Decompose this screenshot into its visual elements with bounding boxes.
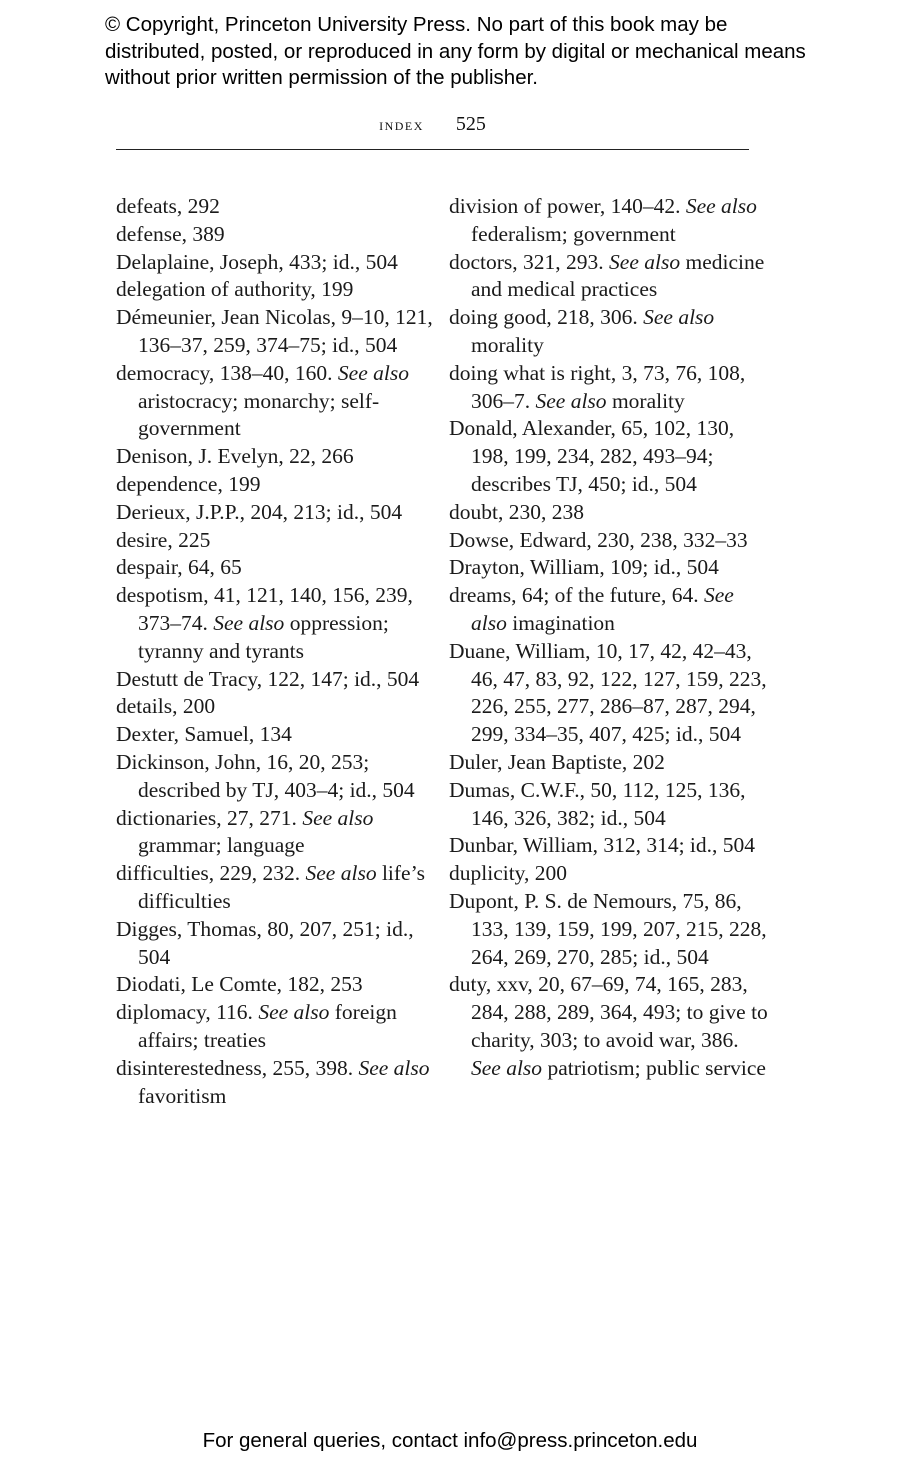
index-entry: Drayton, William, 109; id., 504	[449, 555, 719, 580]
index-entry: Duler, Jean Baptiste, 202	[449, 749, 665, 774]
index-entry: disinterestedness, 255, 398. See also favoritism	[116, 1055, 430, 1108]
index-column-right	[449, 193, 769, 1083]
index-entry: defense, 389	[116, 221, 225, 246]
index-entry: Delaplaine, Joseph, 433; id., 504	[116, 249, 398, 274]
index-entry: Digges, Thomas, 80, 207, 251; id., 504	[116, 916, 414, 969]
index-entry: dreams, 64; of the future, 64. See also imagination	[449, 583, 734, 635]
index-entry: Démeunier, Jean Nicolas, 9–10, 121, 136–37, 259, 374–75; id., 504	[116, 305, 433, 357]
index-entry: division of power, 140–42. See also federalism; government	[449, 194, 757, 246]
page-number: 525	[455, 113, 486, 135]
index-entry: diplomacy, 116. See also foreign affairs; treaties	[116, 1000, 397, 1052]
index-entry: duplicity, 200	[449, 861, 568, 886]
index-entry: details, 200	[116, 694, 216, 719]
index-entry: delegation of authority, 199	[116, 277, 354, 302]
running-head	[116, 113, 749, 150]
index-entry: Dunbar, William, 312, 314; id., 504	[449, 833, 756, 858]
index-entry: Dickinson, John, 16, 20, 253; described by TJ, 403–4; id., 504	[116, 749, 415, 802]
index-entry: Diodati, Le Comte, 182, 253	[116, 972, 363, 997]
index-entry: Dumas, C.W.F., 50, 112, 125, 136, 146, 326, 382; id., 504	[449, 777, 746, 830]
index-entry: Dexter, Samuel, 134	[116, 722, 292, 747]
index-entry: defeats, 292	[116, 194, 220, 218]
index-entry: Dupont, P. S. de Nemours, 75, 86, 133, 139, 159, 199, 207, 215, 228, 264, 269, 270, 285; id., 504	[449, 888, 767, 969]
index-entry: doubt, 230, 238	[449, 499, 584, 524]
index-entry: doctors, 321, 293. See also medicine and medical practices	[449, 249, 765, 302]
index-entry: Derieux, J.P.P., 204, 213; id., 504	[116, 499, 403, 524]
index-entry: doing good, 218, 306. See also morality	[449, 305, 715, 357]
index-entry: Donald, Alexander, 65, 102, 130, 198, 199, 234, 282, 493–94; describes TJ, 450; id., 504	[449, 416, 735, 496]
index-entry: difficulties, 229, 232. See also life’s difficulties	[116, 861, 425, 913]
index-entry: dictionaries, 27, 271. See also grammar; language	[116, 805, 374, 858]
index-entry: despair, 64, 65	[116, 555, 242, 580]
footer-contact: For general queries, contact info@press.princeton.edu	[202, 1429, 698, 1452]
index-entry: doing what is right, 3, 73, 76, 108, 306–7. See also morality	[449, 360, 746, 413]
index-entry: Dowse, Edward, 230, 238, 332–33	[449, 527, 748, 552]
index-entry: Duane, William, 10, 17, 42, 42–43, 46, 47, 83, 92, 122, 127, 159, 223, 226, 255, 277, 286–87, 287, 294, 299, 334–35, 407, 425; id., 504	[449, 638, 767, 747]
index-entry: democracy, 138–40, 160. See also aristocracy; monarchy; self-government	[116, 360, 409, 441]
section-label: index	[379, 115, 424, 134]
index-entry: desire, 225	[116, 527, 211, 552]
index-entry: Denison, J. Evelyn, 22, 266	[116, 444, 354, 469]
index-entry: dependence, 199	[116, 471, 261, 496]
index-column-left	[116, 193, 436, 1110]
index-entry: despotism, 41, 121, 140, 156, 239, 373–74. See also oppression; tyranny and tyrants	[116, 583, 413, 663]
copyright-notice: © Copyright, Princeton University Press. No part of this book may be distributed, posted, or reproduced in any form by digital or mechanical means without prior written permission of the publisher.	[105, 13, 806, 89]
index-entry: Destutt de Tracy, 122, 147; id., 504	[116, 666, 420, 691]
index-entry: duty, xxv, 20, 67–69, 74, 165, 283, 284, 288, 289, 364, 493; to give to charity, 303; to avoid war, 386. See also patriotism; public service	[449, 972, 768, 1080]
